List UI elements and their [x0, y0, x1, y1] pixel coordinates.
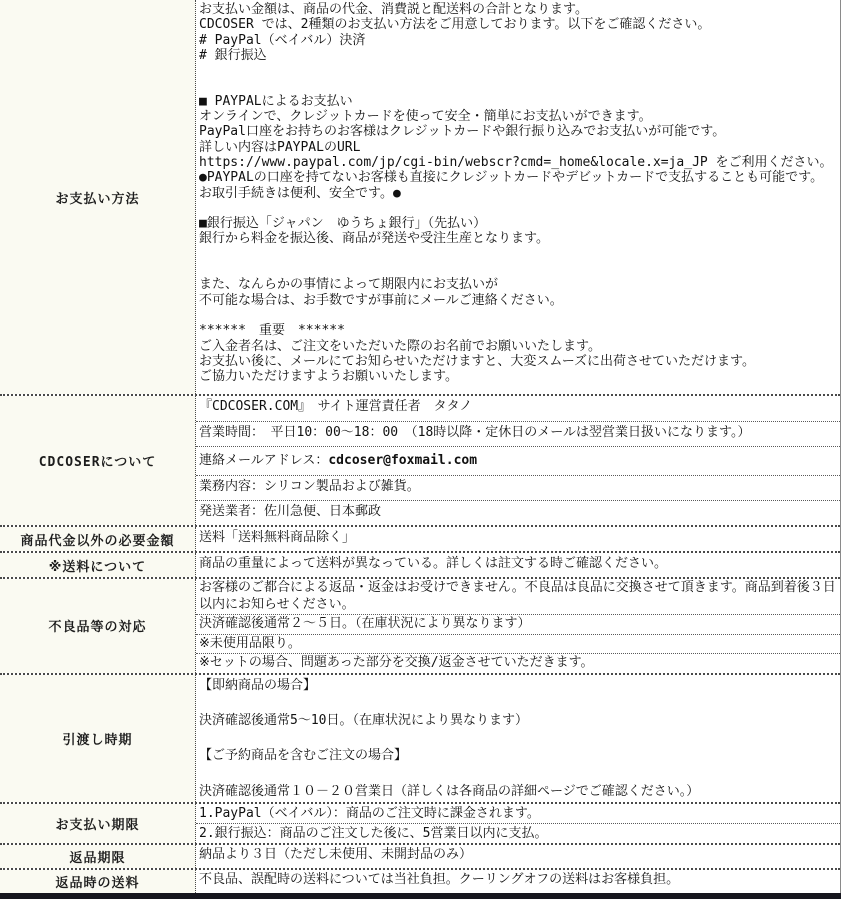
content-cell — [196, 446, 840, 475]
row-header-about-cdcoser: CDCOSERについて — [0, 396, 196, 525]
text-line: 【即納商品の場合】 — [199, 677, 317, 693]
text-line: 銀行から料金を振込後、商品が発送や受注生産となります。 — [199, 231, 549, 247]
text-line: お支払い金額は、商品の代金、消費説と配送料の合計となります。 — [199, 2, 588, 17]
text-line — [199, 63, 836, 78]
row-content-return-shipping — [196, 870, 840, 893]
text-line: 不良品、誤配時の送料については当社負担。クーリングオフの送料はお客様負担。 — [199, 872, 680, 888]
table-row-extra-charges — [0, 527, 840, 553]
content-cell — [196, 614, 840, 634]
text-line: 決済確認後通常5～10日。（在庫状況により異なります） — [199, 712, 528, 728]
content-cell — [196, 823, 840, 843]
row-content-payment-method — [196, 0, 840, 394]
table-row-defective-items — [0, 579, 840, 675]
content-cell — [196, 396, 840, 421]
row-header-defective-items: 不良品等の対応 — [0, 579, 196, 673]
text-line: 送料「送料無料商品除く」 — [199, 530, 356, 545]
text-line: # PayPal（ベイバル）決済 — [199, 32, 366, 48]
content-cell — [196, 475, 840, 500]
row-content-payment-deadline — [196, 804, 840, 843]
text-line: ※未使用品限り。 — [199, 635, 301, 651]
text-line: 決済確認後通常２～５日。（在庫状況により異なります） — [199, 616, 531, 631]
content-cell — [196, 527, 840, 551]
content-cell — [196, 675, 840, 803]
content-cell — [196, 421, 840, 446]
row-header-payment-method: お支払い方法 — [0, 0, 196, 394]
table-row-payment-deadline — [0, 804, 840, 845]
text-line: ご協力いただけますようお願いいたします。 — [199, 369, 458, 385]
content-cell — [196, 553, 840, 577]
text-line: 詳しい内容はPAYPALのURL — [199, 139, 361, 155]
text-line — [199, 453, 836, 469]
text-line: 納品より３日（ただし未使用、未開封品のみ） — [199, 847, 473, 863]
text-line: オンラインで、クレジットカードを使って安全・簡単にお支払いができます。 — [199, 109, 652, 125]
table-row-payment-method — [0, 0, 840, 396]
row-content-extra-charges — [196, 527, 840, 551]
content-cell — [196, 653, 840, 673]
text-line: 商品の重量によって送料が異なっている。詳しくは註文する時ご確認ください。 — [199, 556, 668, 571]
text-line — [199, 308, 836, 323]
text-line — [199, 201, 836, 216]
content-cell — [196, 870, 840, 889]
text-line: # 銀行振込 — [199, 47, 267, 63]
content-cell — [196, 579, 840, 614]
text-line: 営業時間： 平日10：00～18：00 （18時以降・定休日のメールは翌営業日扱いになります。） — [199, 425, 751, 440]
text-line — [199, 765, 836, 783]
text-line: CDCOSER では、2種類のお支払い方法をご用意しております。以下をご確認ください。 — [199, 17, 711, 33]
text-line: お客様のご都合による返品・返金はお受けできません。不良品は良品に交換させて頂きます。商品到着後３日以内にお知らせください。 — [199, 580, 836, 612]
text-line: お支払い後に、メールにてお知らせいただけますと、大変スムーズに出荷させていただけます。 — [199, 353, 756, 369]
text-line: 発送業者：佐川急便、日本郵政 — [199, 504, 382, 519]
text-line: 1.PayPal（ベイバル）：商品のご注文時に課金されます。 — [199, 806, 540, 822]
bottom-bar — [0, 893, 841, 899]
text-line: ■銀行振込「ジャパン ゆうちょ銀行」（先払い） — [199, 216, 487, 232]
content-cell — [196, 634, 840, 654]
text-line: ご入金者名は、ご注文をいただいた際のお名前でお願いいたします。 — [199, 338, 601, 354]
text-line — [199, 694, 836, 712]
text-line: https://www.paypal.com/jp/cgi-bin/webscr?cmd=_home&locale.x=ja_JP をご利用ください。 — [199, 154, 833, 170]
text-line: 2.銀行振込：商品のご注文した後に、5営業日以内に支払。 — [199, 826, 548, 842]
content-cell — [196, 804, 840, 823]
email-text: cdcoser@foxmail.com — [328, 452, 478, 468]
table-row-return-deadline — [0, 845, 840, 870]
row-header-return-deadline: 返品期限 — [0, 845, 196, 868]
row-content-return-deadline — [196, 845, 840, 868]
table-row-shipping-note — [0, 553, 840, 579]
text-line: お取引手続きは便利、安全です。● — [199, 185, 401, 201]
text-line: PayPal口座をお持ちのお客様はクレジットカードや銀行振り込みでお支払いが可能です。 — [199, 124, 726, 140]
content-cell — [196, 0, 840, 394]
text-line — [199, 730, 836, 748]
content-cell — [196, 500, 840, 525]
text-line: ■ PAYPALによるお支払い — [199, 93, 353, 109]
row-header-extra-charges: 商品代金以外の必要金額 — [0, 527, 196, 551]
text-line: ※セットの場合、問題あった部分を交換/返金させていただきます。 — [199, 655, 594, 670]
text-line — [199, 262, 836, 277]
table-row-return-shipping — [0, 870, 840, 893]
row-header-return-shipping: 返品時の送料 — [0, 870, 196, 893]
row-header-shipping-note: ※送料について — [0, 553, 196, 577]
text-line: 決済確認後通常１０－２０営業日（詳しくは各商品の詳細ページでご確認ください。） — [199, 783, 700, 799]
table-row-about-cdcoser — [0, 396, 840, 527]
text-line-prefix: 連絡メールアドレス： — [199, 452, 329, 468]
text-line: 不可能な場合は、お手数ですが事前にメールご連絡ください。 — [199, 292, 563, 308]
text-line: ****** 重要 ****** — [199, 323, 345, 339]
text-line: 業務内容：シリコン製品および雑貨。 — [199, 479, 420, 494]
row-content-defective-items — [196, 579, 840, 673]
text-line — [199, 78, 836, 93]
text-line: また、なんらかの事情によって期限内にお支払いが — [199, 277, 499, 293]
text-line: 【ご予約商品を含むご注文の場合】 — [199, 748, 408, 764]
row-content-about-cdcoser — [196, 396, 840, 525]
row-header-delivery-time: 引渡し時期 — [0, 675, 196, 803]
row-content-shipping-note — [196, 553, 840, 577]
table-row-delivery-time — [0, 675, 840, 805]
content-cell — [196, 845, 840, 865]
text-line: ●PAYPALの口座を持てないお客様も直接にクレジットカードやデビットカードで支払することも可能です。 — [199, 170, 824, 186]
text-line: 『CDCOSER.COM』 サイト運営責任者 タタノ — [199, 399, 473, 414]
row-header-payment-deadline: お支払い期限 — [0, 804, 196, 843]
row-content-delivery-time — [196, 675, 840, 803]
text-line — [199, 247, 836, 262]
